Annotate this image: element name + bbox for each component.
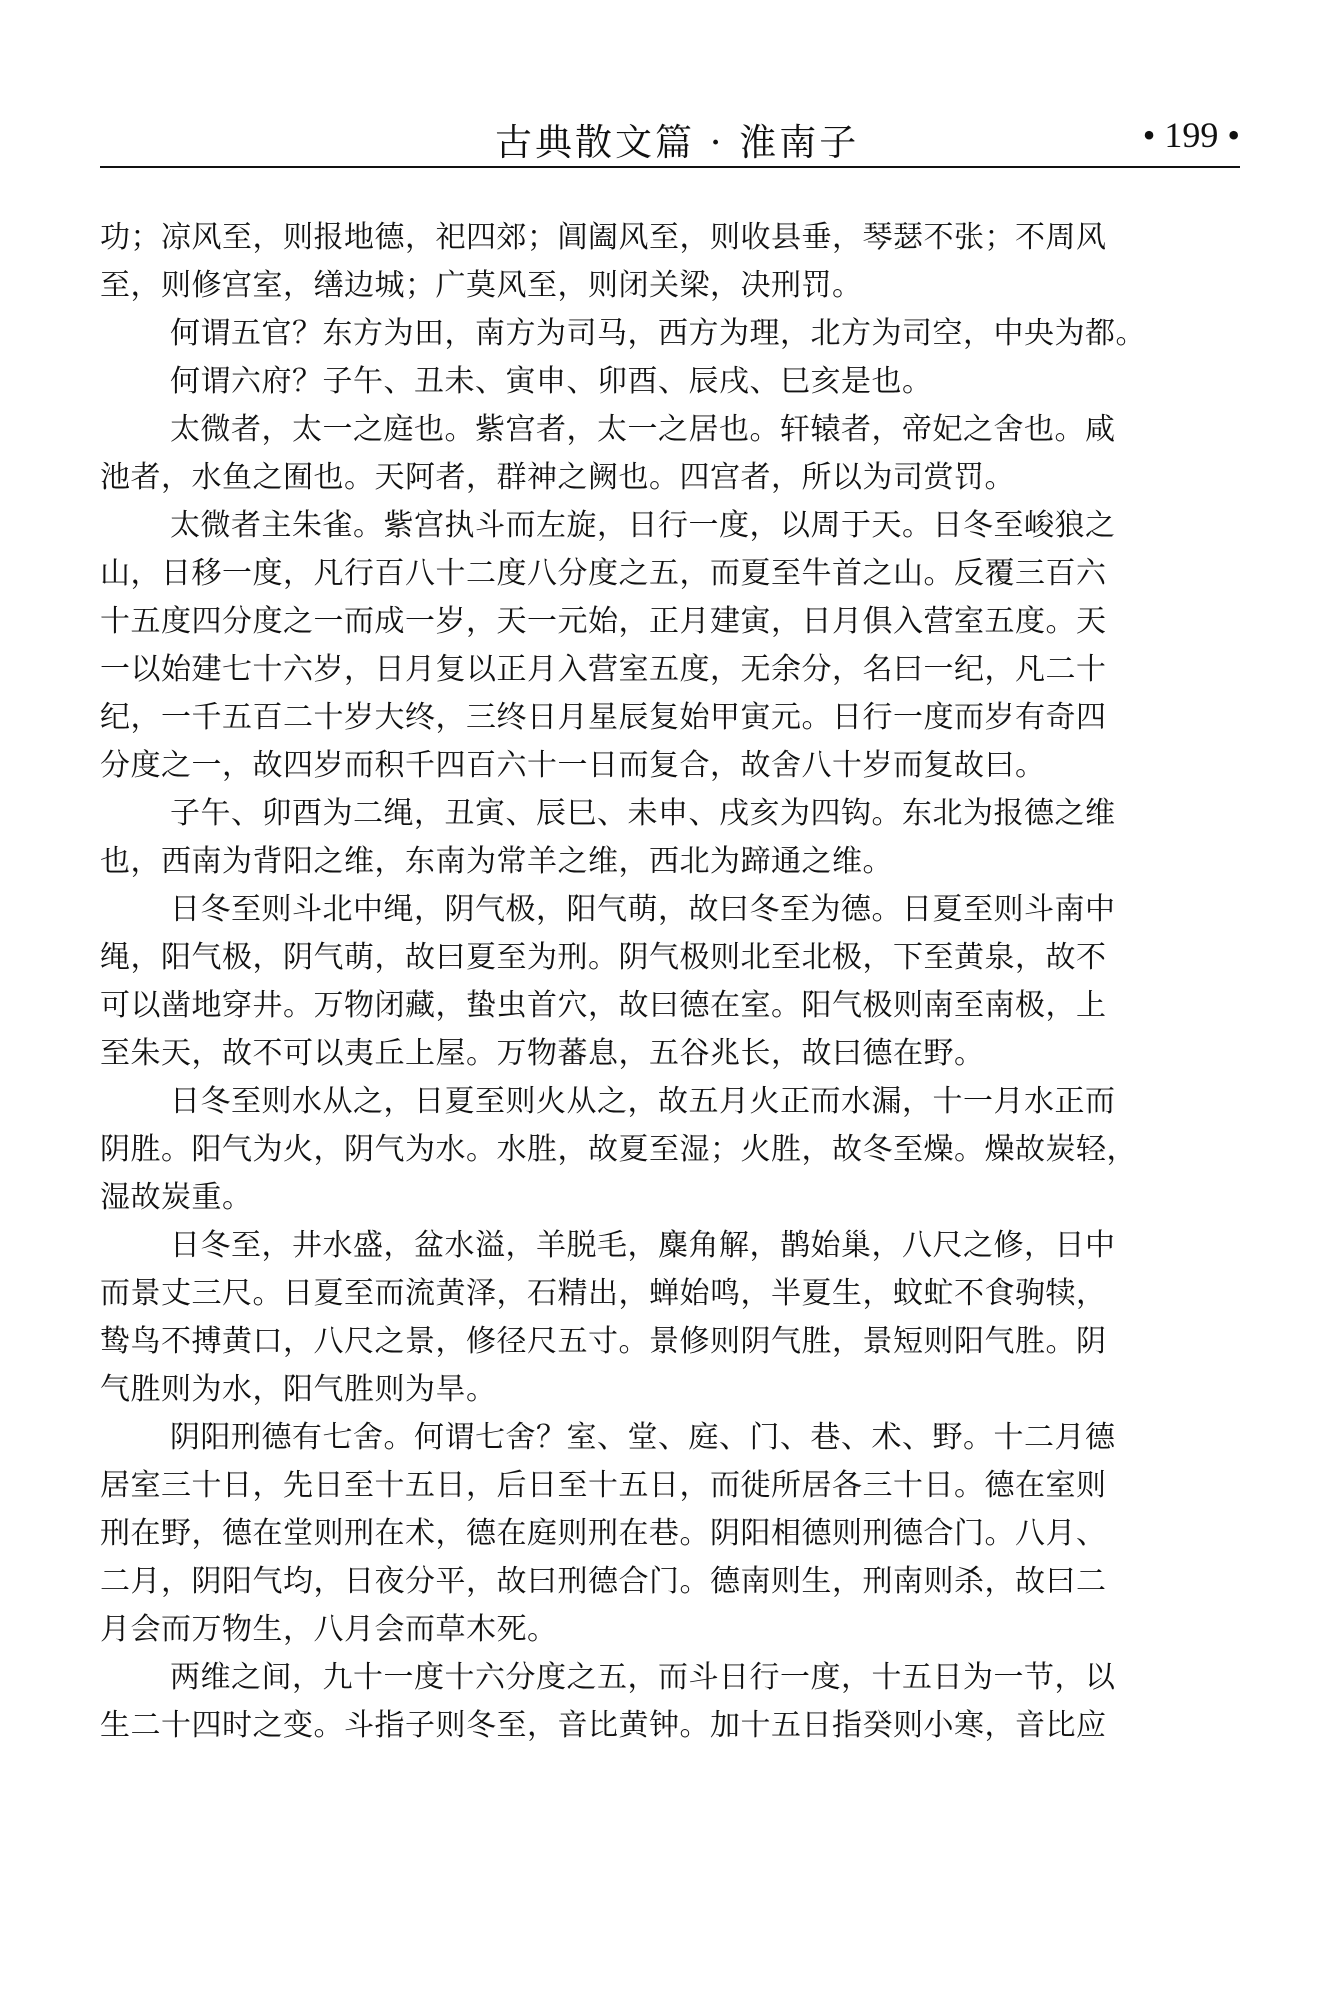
text-line: 二月，阴阳气均，日夜分平，故曰刑德合门。德南则生，刑南则杀，故曰二 (100, 1564, 1107, 1599)
text-line: 月会而万物生，八月会而草木死。 (100, 1612, 558, 1647)
text-line: 气胜则为水，阳气胜则为旱。 (100, 1372, 497, 1407)
paragraph-first-line: 何谓五官？东方为田，南方为司马，西方为理，北方为司空，中央为都。 (170, 316, 1146, 351)
paragraph-first-line: 子午、卯酉为二绳，丑寅、辰巳、未申、戌亥为四钩。东北为报德之维 (170, 796, 1116, 831)
running-header (100, 108, 1240, 170)
text-line: 十五度四分度之一而成一岁，天一元始，正月建寅，日月俱入营室五度。天 (100, 604, 1107, 639)
paragraph-first-line: 太微者主朱雀。紫宫执斗而左旋，日行一度，以周于天。日冬至峻狼之 (170, 508, 1116, 543)
text-line: 刑在野，德在堂则刑在术，德在庭则刑在巷。阴阳相德则刑德合门。八月、 (100, 1516, 1107, 1551)
text-line: 湿故炭重。 (100, 1180, 253, 1215)
text-line: 至，则修宫室，缮边城；广莫风至，则闭关梁，决刑罚。 (100, 268, 863, 303)
text-line: 居室三十日，先日至十五日，后日至十五日，而徙所居各三十日。德在室则 (100, 1468, 1107, 1503)
text-line: 分度之一，故四岁而积千四百六十一日而复合，故舍八十岁而复故曰。 (100, 748, 1046, 783)
paragraph-first-line: 阴阳刑德有七舍。何谓七舍？室、堂、庭、门、巷、术、野。十二月德 (170, 1420, 1116, 1455)
paragraph-first-line: 两维之间，九十一度十六分度之五，而斗日行一度，十五日为一节，以 (170, 1660, 1116, 1695)
paragraph-first-line: 日冬至，井水盛，盆水溢，羊脱毛，麋角解，鹊始巢，八尺之修，日中 (170, 1228, 1116, 1263)
paragraph-first-line: 日冬至则水从之，日夏至则火从之，故五月火正而水漏，十一月水正而 (170, 1084, 1116, 1119)
text-line: 池者，水鱼之囿也。天阿者，群神之阙也。四宫者，所以为司赏罚。 (100, 460, 1015, 495)
page-number: • 199 • (1142, 115, 1240, 155)
text-line: 生二十四时之变。斗指子则冬至，音比黄钟。加十五日指癸则小寒，音比应 (100, 1708, 1107, 1743)
text-line: 功；凉风至，则报地德，祀四郊；阊阖风至，则收县垂，琴瑟不张；不周风 (100, 220, 1107, 255)
text-line: 绳，阳气极，阴气萌，故曰夏至为刑。阴气极则北至北极，下至黄泉，故不 (100, 940, 1107, 975)
paragraph-first-line: 何谓六府？子午、丑未、寅申、卯酉、辰戌、巳亥是也。 (170, 364, 933, 399)
header-rule (100, 166, 1240, 168)
paragraph-first-line: 日冬至则斗北中绳，阴气极，阳气萌，故曰冬至为德。日夏至则斗南中 (170, 892, 1116, 927)
paragraph-first-line: 太微者，太一之庭也。紫宫者，太一之居也。轩辕者，帝妃之舍也。咸 (170, 412, 1116, 447)
text-line: 山，日移一度，凡行百八十二度八分度之五，而夏至牛首之山。反覆三百六 (100, 556, 1107, 591)
text-line: 阴胜。阳气为火，阴气为水。水胜，故夏至湿；火胜，故冬至燥。燥故炭轻， (100, 1132, 1137, 1167)
text-line: 一以始建七十六岁，日月复以正月入营室五度，无余分，名曰一纪，凡二十 (100, 652, 1107, 687)
header-title: 古典散文篇 · 淮南子 (495, 121, 860, 164)
text-line: 鸷鸟不搏黄口，八尺之景，修径尺五寸。景修则阴气胜，景短则阳气胜。阴 (100, 1324, 1107, 1359)
text-line: 也，西南为背阳之维，东南为常羊之维，西北为蹄通之维。 (100, 844, 893, 879)
text-line: 纪，一千五百二十岁大终，三终日月星辰复始甲寅元。日行一度而岁有奇四 (100, 700, 1107, 735)
text-line: 可以凿地穿井。万物闭藏，蛰虫首穴，故曰德在室。阳气极则南至南极，上 (100, 988, 1107, 1023)
text-line: 而景丈三尺。日夏至而流黄泽，石精出，蝉始鸣，半夏生，蚊虻不食驹犊， (100, 1276, 1107, 1311)
body-text (100, 214, 1240, 1750)
text-line: 至朱天，故不可以夷丘上屋。万物蕃息，五谷兆长，故曰德在野。 (100, 1036, 985, 1071)
